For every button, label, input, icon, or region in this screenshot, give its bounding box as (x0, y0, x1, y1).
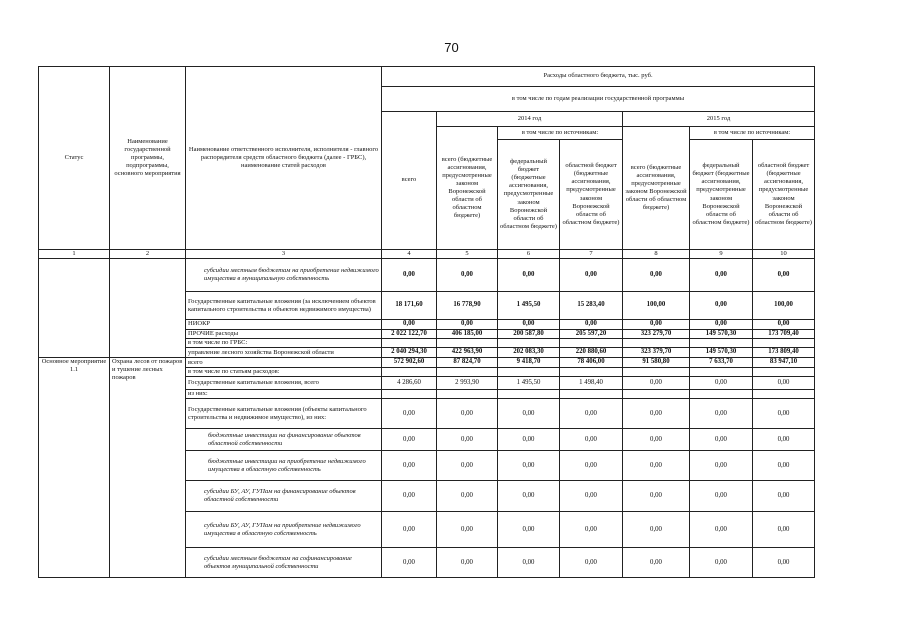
col-number-4: 4 (382, 250, 437, 259)
cell-value: 0,00 (690, 377, 753, 390)
cell-value: 173 709,40 (753, 329, 815, 338)
cell-value (753, 339, 815, 348)
cell-value: 0,00 (437, 481, 498, 512)
header-expenses: Расходы областного бюджета, тыс. руб. (382, 67, 815, 87)
cell-value: 0,00 (753, 377, 815, 390)
cell-value: 0,00 (382, 548, 437, 578)
row-label: бюджетные инвестиции на приобретение недвижимого имущества в областную собственность (186, 451, 382, 481)
cell-value: 0,00 (753, 548, 815, 578)
cell-value: 100,00 (623, 292, 690, 320)
cell-value: 15 283,40 (560, 292, 623, 320)
cell-value: 0,00 (753, 320, 815, 329)
cell-value: 16 778,90 (437, 292, 498, 320)
row-label: бюджетные инвестиции на финансирование объектов областной собственности (186, 429, 382, 451)
cell-value: 205 597,20 (560, 329, 623, 338)
row-label: в том числе по статьям расходов: (186, 368, 382, 377)
cell-value: 78 406,00 (560, 358, 623, 368)
header-2015-incl-sources: в том числе по источникам: (690, 127, 815, 140)
cell-value (498, 390, 560, 399)
header-2014-all: всего (бюджетные ассигнования, предусмотренные законом Воронежской области об областном бюджете) (437, 127, 498, 250)
cell-value: 0,00 (437, 451, 498, 481)
cell-value: 323 279,70 (623, 329, 690, 338)
row-label: субсидии БУ, АУ, ГУПам на финансирование объектов областной собственности (186, 481, 382, 512)
cell-value: 0,00 (690, 512, 753, 548)
cell-value: 0,00 (690, 481, 753, 512)
name-cell (110, 259, 186, 358)
col-number-9: 9 (690, 250, 753, 259)
cell-value: 0,00 (753, 481, 815, 512)
cell-value (437, 390, 498, 399)
header-2014-incl-sources: в том числе по источникам: (498, 127, 623, 140)
cell-value: 0,00 (623, 548, 690, 578)
cell-value (623, 368, 690, 377)
header-year-2014: 2014 год (437, 112, 623, 127)
status-cell (39, 259, 110, 358)
cell-value (560, 390, 623, 399)
cell-value: 0,00 (560, 399, 623, 429)
header-2015-all: всего (бюджетные ассигнования, предусмотренные законом Воронежской области об областном бюджете) (623, 127, 690, 250)
row-label: Государственные капитальные вложения, всего (186, 377, 382, 390)
cell-value: 149 570,30 (690, 329, 753, 338)
cell-value: 83 947,10 (753, 358, 815, 368)
row-label: Государственные капитальные вложения (за исключением объектов капитального строительства и объектов недвижимого имущества) (186, 292, 382, 320)
cell-value: 422 963,90 (437, 348, 498, 358)
activity-name: Охрана лесов от пожаров и тушение лесных пожаров (110, 358, 186, 578)
cell-value: 2 040 294,30 (382, 348, 437, 358)
cell-value: 0,00 (382, 429, 437, 451)
cell-value (753, 368, 815, 377)
cell-value: 4 286,60 (382, 377, 437, 390)
row-label: управление лесного хозяйства Воронежской области (186, 348, 382, 358)
cell-value: 0,00 (623, 481, 690, 512)
cell-value (382, 390, 437, 399)
header-year-2015: 2015 год (623, 112, 815, 127)
cell-value: 0,00 (560, 451, 623, 481)
cell-value: 7 633,70 (690, 358, 753, 368)
cell-value: 0,00 (623, 512, 690, 548)
col-number-2: 2 (110, 250, 186, 259)
cell-value: 9 418,70 (498, 358, 560, 368)
row-label: из них: (186, 390, 382, 399)
cell-value: 0,00 (382, 451, 437, 481)
cell-value (690, 390, 753, 399)
cell-value: 202 083,30 (498, 348, 560, 358)
cell-value: 0,00 (560, 320, 623, 329)
cell-value: 220 880,60 (560, 348, 623, 358)
table-row (39, 358, 815, 368)
cell-value (498, 368, 560, 377)
cell-value: 0,00 (753, 451, 815, 481)
col-number-10: 10 (753, 250, 815, 259)
cell-value (382, 368, 437, 377)
cell-value: 149 570,30 (690, 348, 753, 358)
cell-value: 0,00 (498, 259, 560, 292)
table-row (39, 259, 815, 292)
cell-value (560, 368, 623, 377)
cell-value: 0,00 (498, 399, 560, 429)
activity-status: Основное мероприятие 1.1 (39, 358, 110, 578)
cell-value (437, 339, 498, 348)
cell-value: 0,00 (623, 451, 690, 481)
cell-value: 0,00 (382, 512, 437, 548)
cell-value (623, 390, 690, 399)
cell-value: 0,00 (753, 512, 815, 548)
cell-value (498, 339, 560, 348)
header-total: всего (382, 112, 437, 250)
cell-value: 200 587,80 (498, 329, 560, 338)
cell-value: 1 495,50 (498, 292, 560, 320)
cell-value: 0,00 (623, 259, 690, 292)
cell-value: 406 185,00 (437, 329, 498, 338)
cell-value: 0,00 (382, 399, 437, 429)
cell-value: 0,00 (690, 429, 753, 451)
header-2014-regional: областной бюджет (бюджетные ассигнования, предусмотренные законом Воронежской области об областном бюджете) (560, 140, 623, 250)
cell-value: 0,00 (690, 259, 753, 292)
row-label: Государственные капитальные вложения (объекты капитального строительства и недвижимое имущество), из них: (186, 399, 382, 429)
cell-value: 0,00 (753, 259, 815, 292)
cell-value: 173 809,40 (753, 348, 815, 358)
cell-value: 0,00 (690, 320, 753, 329)
row-label: субсидии местным бюджетам на софинансирование объектов муниципальной собственности (186, 548, 382, 578)
col-number-8: 8 (623, 250, 690, 259)
cell-value: 0,00 (623, 377, 690, 390)
header-status: Статус (39, 67, 110, 250)
cell-value (623, 339, 690, 348)
header-executor: Наименование ответственного исполнителя, исполнителя - главного распорядителя средств областного бюджета (далее - ГРБС), наименование статей расходов (186, 67, 382, 250)
cell-value: 87 824,70 (437, 358, 498, 368)
cell-value: 91 580,80 (623, 358, 690, 368)
cell-value: 0,00 (560, 548, 623, 578)
header-2015-regional: областной бюджет (бюджетные ассигнования, предусмотренные законом Воронежской области об областном бюджете) (753, 140, 815, 250)
cell-value (753, 390, 815, 399)
cell-value: 0,00 (437, 548, 498, 578)
col-number-3: 3 (186, 250, 382, 259)
cell-value: 0,00 (437, 320, 498, 329)
cell-value: 0,00 (623, 320, 690, 329)
cell-value: 2 022 122,70 (382, 329, 437, 338)
row-label: субсидии местным бюджетам на приобретение недвижимого имущества в муниципальную собственность (186, 259, 382, 292)
cell-value: 572 902,60 (382, 358, 437, 368)
cell-value: 2 993,90 (437, 377, 498, 390)
col-number-5: 5 (437, 250, 498, 259)
cell-value: 0,00 (437, 259, 498, 292)
row-label: субсидии БУ, АУ, ГУПам на приобретение недвижимого имущества в областную собственность (186, 512, 382, 548)
cell-value: 0,00 (690, 548, 753, 578)
cell-value: 0,00 (560, 481, 623, 512)
cell-value: 0,00 (753, 399, 815, 429)
cell-value: 0,00 (382, 259, 437, 292)
cell-value: 0,00 (382, 481, 437, 512)
header-program-name: Наименование государственной программы, подпрограммы, основного мероприятия (110, 67, 186, 250)
cell-value: 18 171,60 (382, 292, 437, 320)
col-number-1: 1 (39, 250, 110, 259)
row-label: всего (186, 358, 382, 368)
header-2015-federal: федеральный бюджет (бюджетные ассигнования, предусмотренные законом Воронежской области об областном бюджете) (690, 140, 753, 250)
cell-value (382, 339, 437, 348)
row-label: НИОКР (186, 320, 382, 329)
cell-value: 0,00 (498, 451, 560, 481)
cell-value: 0,00 (498, 320, 560, 329)
cell-value: 323 379,70 (623, 348, 690, 358)
cell-value (690, 339, 753, 348)
cell-value: 0,00 (753, 429, 815, 451)
cell-value: 1 495,50 (498, 377, 560, 390)
cell-value: 0,00 (498, 512, 560, 548)
budget-table (38, 66, 815, 578)
cell-value: 0,00 (498, 481, 560, 512)
col-number-7: 7 (560, 250, 623, 259)
cell-value: 0,00 (690, 399, 753, 429)
cell-value: 100,00 (753, 292, 815, 320)
cell-value: 0,00 (623, 399, 690, 429)
cell-value: 0,00 (690, 451, 753, 481)
cell-value: 0,00 (690, 292, 753, 320)
cell-value: 0,00 (437, 399, 498, 429)
cell-value (690, 368, 753, 377)
cell-value: 0,00 (437, 429, 498, 451)
cell-value: 0,00 (560, 259, 623, 292)
cell-value (437, 368, 498, 377)
page-number: 70 (444, 40, 459, 55)
header-2014-federal: федеральный бюджет (бюджетные ассигнования, предусмотренные законом Воронежской области об областном бюджете) (498, 140, 560, 250)
col-number-6: 6 (498, 250, 560, 259)
cell-value (560, 339, 623, 348)
cell-value: 0,00 (498, 429, 560, 451)
cell-value: 0,00 (498, 548, 560, 578)
cell-value: 0,00 (382, 320, 437, 329)
cell-value: 0,00 (560, 512, 623, 548)
cell-value: 1 498,40 (560, 377, 623, 390)
cell-value: 0,00 (623, 429, 690, 451)
cell-value: 0,00 (560, 429, 623, 451)
row-label: ПРОЧИЕ расходы (186, 329, 382, 338)
row-label: в том числе по ГРБС: (186, 339, 382, 348)
header-by-years: в том числе по годам реализации государственной программы (382, 87, 815, 112)
cell-value: 0,00 (437, 512, 498, 548)
